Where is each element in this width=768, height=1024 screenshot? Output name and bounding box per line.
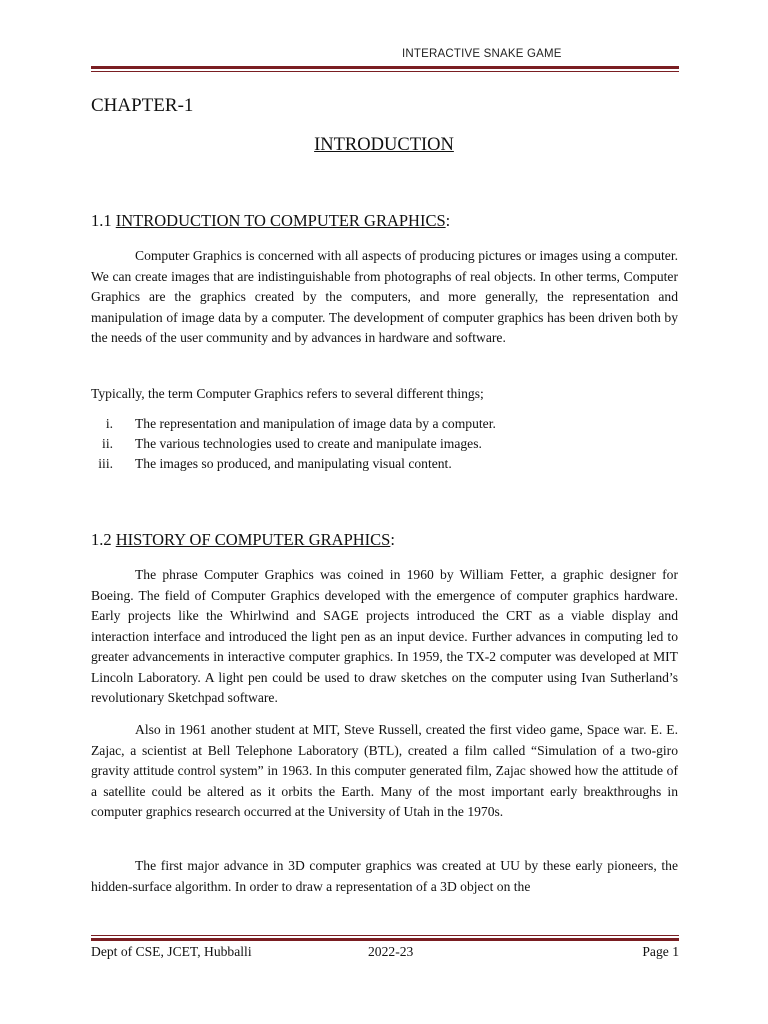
list-item [91, 414, 678, 434]
running-header-title: INTERACTIVE SNAKE GAME [402, 48, 562, 60]
paragraph-lead: Typically, the term Computer Graphics refers to several different things; [91, 386, 484, 401]
paragraph-history-2: Also in 1961 another student at MIT, Steve Russell, created the first video game, Space war. E. E. Zajac, a scientist at Bell Telephone Laboratory (BTL), created a film called “Simulation of a two-giro gravity attitude control system” in 1963. In this computer generated film, Zajac showed how the attitude of a satellite could be altered as it orbits the Earth. Many of the most important early breakthroughs in computer graphics research occurred at the University of Utah in the 1970s. [91, 722, 678, 819]
section-suffix: : [445, 211, 451, 230]
section-heading-1-2 [91, 530, 395, 550]
header-rule-thin [91, 71, 679, 72]
section-title: INTRODUCTION TO COMPUTER GRAPHICS [115, 211, 446, 230]
paragraph-graphics-definition: Computer Graphics is concerned with all aspects of producing pictures or images using a computer. We can create images that are indistinguishable from photographs of real objects. In other terms, Computer Graphics are the graphics created by the computers, and more generally, the representation and manipulation of image data by a computer. The development of computer graphics has been driven both by the needs of the user community and by advances in hardware and software. [91, 248, 678, 345]
header-rule-thick [91, 66, 679, 69]
list-number: i. [105, 416, 113, 431]
section-heading-1-1 [91, 211, 450, 231]
footer-page-number: Page 1 [642, 944, 679, 959]
section-suffix: : [390, 530, 395, 549]
list-item [91, 454, 678, 474]
list-text: The representation and manipulation of image data by a computer. [135, 416, 496, 431]
footer-rule-thick [91, 938, 679, 941]
list-item [91, 434, 678, 454]
section-title: HISTORY OF COMPUTER GRAPHICS [115, 530, 391, 549]
paragraph-history-3: The first major advance in 3D computer graphics was created at UU by these early pioneers, the hidden-surface algorithm. In order to draw a representation of a 3D object on the [91, 858, 678, 894]
footer-year: 2022-23 [368, 944, 414, 959]
section-number: 1.2 [91, 530, 116, 549]
footer-rule-thin [91, 935, 679, 936]
paragraph-history-1: The phrase Computer Graphics was coined in 1960 by William Fetter, a graphic designer for Boeing. The field of Computer Graphics developed with the emergence of computer graphics hardware. Early projects like the Whirlwind and SAGE projects introduced the CRT as a viable display and interaction interface and introduced the light pen as an input device. Further advances in computing led to greater advancements in interactive computer graphics. In 1959, the TX-2 computer was developed at MIT Lincoln Laboratory. A light pen could be used to draw sketches on the computer using Ivan Sutherland’s revolutionary Sketchpad software. [91, 567, 678, 705]
list-number: iii. [98, 456, 113, 471]
chapter-label: CHAPTER-1 [91, 95, 194, 116]
list-text: The images so produced, and manipulating visual content. [135, 456, 452, 471]
numbered-list [91, 414, 678, 474]
list-number: ii. [102, 436, 113, 451]
section-number: 1.1 [91, 211, 116, 230]
page-title: INTRODUCTION [314, 135, 454, 155]
list-text: The various technologies used to create and manipulate images. [135, 436, 482, 451]
footer-department: Dept of CSE, JCET, Hubballi [91, 944, 252, 959]
